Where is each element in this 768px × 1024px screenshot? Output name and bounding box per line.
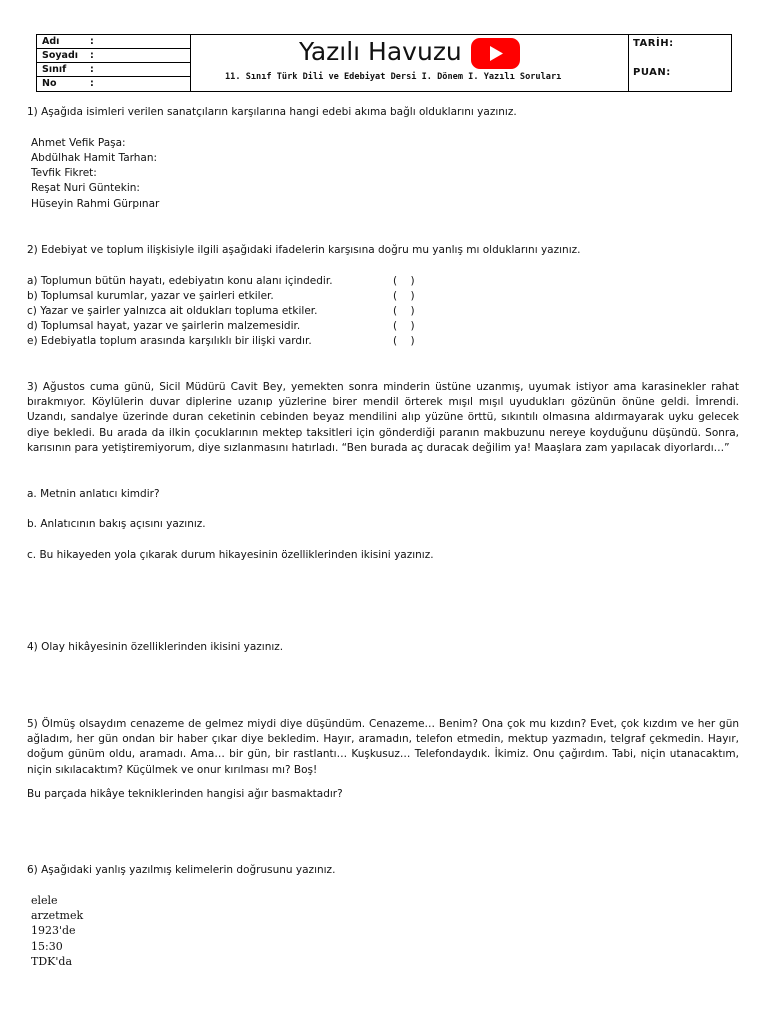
statement-item: e) Edebiyatla toplum arasında karşılıklı bir ilişki vardır. (27, 335, 312, 347)
number-label: No (42, 78, 57, 89)
misspelled-word: elele (31, 894, 58, 907)
name-field[interactable]: Adı : (37, 35, 190, 49)
name-label: Adı (42, 36, 60, 47)
misspelled-word: 15:30 (31, 940, 63, 953)
question-3-passage: 3) Ağustos cuma günü, Sicil Müdürü Cavit Bey, yemekten sonra minderin üstüne uzanmış, uyumak istiyor ama karasinekler rahat bırakmıyor. Köylülerin duvar diplerine uzanıp yüzlerine birer mendil örterek mışıl mışıl uyudukları gözünün önüne geldi. İmrendi. Uzandı, sandalye üzerinde duran ceketinin cebinden beyaz mendilini alıp yüzüne örttü, sıkıntılı olmasına aldırmayarak uyku gelecek diye bekledi. Bu arada da ilkin çocuklarının mektep taksitleri için gönderdiği paranın makbuzunu nereye koyduğunu düşündü. Sonra, karısının para yetiştiremiyorum, diye sızlanmasını hatırladı. “Ben burada aç duracak değilim ya! Maaşlara zam yapılacak diyorlardı…” (27, 381, 739, 454)
question-6-prompt: 6) Aşağıdaki yanlış yazılmış kelimelerin doğrusunu yazınız. (27, 864, 336, 876)
score-label: PUAN: (633, 67, 671, 78)
statement-item: a) Toplumun bütün hayatı, edebiyatın konu alanı içindedir. (27, 275, 333, 287)
statement-item: c) Yazar ve şairler yalnızca ait oldukları topluma etkiler. (27, 305, 318, 317)
misspelled-word: arzetmek (31, 909, 84, 922)
number-field[interactable]: No : (42, 78, 94, 89)
date-label: TARİH: (633, 38, 674, 49)
misspelled-word: TDK'da (31, 955, 72, 968)
misspelled-word: 1923'de (31, 924, 76, 937)
question-5-prompt: Bu parçada hikâye tekniklerinden hangisi ağır basmaktadır? (27, 788, 343, 800)
question-3c: c. Bu hikayeden yola çıkarak durum hikayesinin özelliklerinden ikisini yazınız. (27, 549, 434, 561)
artist-item: Tevfik Fikret: (31, 167, 97, 179)
artist-item: Ahmet Vefik Paşa: (31, 137, 126, 149)
artist-item: Reşat Nuri Güntekin: (31, 182, 140, 194)
question-3a: a. Metnin anlatıcı kimdir? (27, 488, 160, 500)
exam-header (36, 34, 732, 92)
exam-subtitle: 11. Sınıf Türk Dili ve Edebiyat Dersi I. Dönem I. Yazılı Soruları (225, 72, 562, 82)
youtube-play-icon (471, 38, 520, 69)
true-false-blank[interactable]: ( ) (393, 290, 415, 302)
question-5-passage: 5) Ölmüş olsaydım cenazeme de gelmez miydi diye düşündüm. Cenazeme… Benim? Ona çok mu kızdın? Evet, çok kızdım ve her gün ağladım, her gün ondan bir haber çıkar diye bekledim. Hayır, aramadın, telefon etmedin, mektup yazmadın, telgraf çekmedin. Hayır, doğum günüm oldu, aramadı. Ama… bir gün, bir rastlantı… Kuşkusuz… Telefondaydık. İkimiz. Onu çağırdım. Tabi, niçin utanacaktım, niçin sıkılacaktım? Küçülmek ve onur kırılması mı? Boş! (27, 718, 739, 776)
true-false-blank[interactable]: ( ) (393, 275, 415, 287)
question-2-prompt: 2) Edebiyat ve toplum ilişkisiyle ilgili aşağıdaki ifadelerin karşısına doğru mu yanlış mı olduklarını yazınız. (27, 244, 581, 256)
artist-item: Hüseyin Rahmi Gürpınar (31, 198, 160, 210)
page-title: Yazılı Havuzu (299, 37, 462, 66)
statement-item: d) Toplumsal hayat, yazar ve şairlerin malzemesidir. (27, 320, 301, 332)
question-3b: b. Anlatıcının bakış açısını yazınız. (27, 518, 206, 530)
student-info-box (37, 35, 191, 91)
statement-item: b) Toplumsal kurumlar, yazar ve şairleri etkiler. (27, 290, 274, 302)
artist-item: Abdülhak Hamit Tarhan: (31, 152, 158, 164)
question-4-prompt: 4) Olay hikâyesinin özelliklerinden ikisini yazınız. (27, 641, 284, 653)
surname-label: Soyadı (42, 50, 79, 61)
true-false-blank[interactable]: ( ) (393, 305, 415, 317)
surname-field[interactable]: Soyadı : (37, 49, 190, 63)
grading-box (628, 35, 731, 91)
true-false-blank[interactable]: ( ) (393, 320, 415, 332)
question-1-prompt: 1) Aşağıda isimleri verilen sanatçıların karşılarına hangi edebi akıma bağlı olduklarını yazınız. (27, 106, 517, 118)
true-false-blank[interactable]: ( ) (393, 335, 415, 347)
class-label: Sınıf (42, 64, 67, 75)
class-field[interactable]: Sınıf : (37, 63, 190, 77)
